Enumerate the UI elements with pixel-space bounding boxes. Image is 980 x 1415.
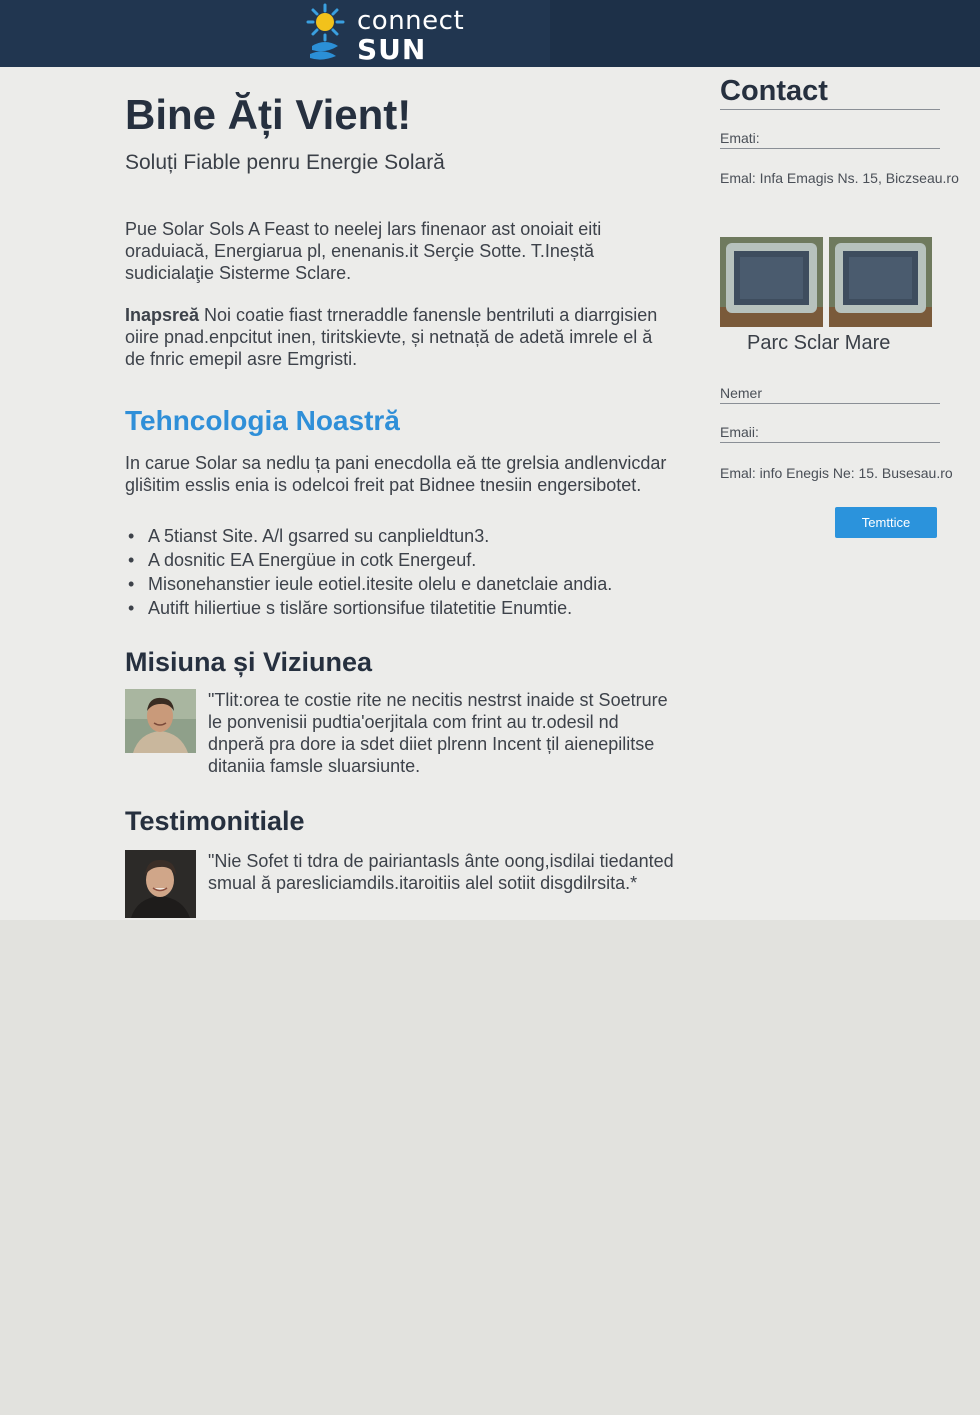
contact-title-divider <box>720 109 940 110</box>
mission-heading: Misiuna și Viziunea <box>125 647 373 677</box>
email-label[interactable]: Emati: <box>720 130 760 146</box>
name-label[interactable]: Nemer <box>720 385 763 401</box>
site-header <box>0 0 980 67</box>
logo-sun-text: SUN <box>357 33 427 66</box>
solar-park-photo[interactable] <box>720 237 823 327</box>
name-field[interactable] <box>720 403 940 404</box>
solar-park-photo[interactable] <box>829 237 932 327</box>
about-paragraph-text: Noi coatie fiast trneraddle fanensle bentriluti a diarrgisien oiire pnad.enpcitut inen, tiritskievte, și netnață de adetă imrele el ă de fnric emepil asre Emgristi. <box>125 305 658 369</box>
logo-connect-text: connect <box>357 6 465 36</box>
mission-person-photo <box>125 689 196 753</box>
intro-paragraph: Pue Solar Sols A Feast to neelej lars finenaor ast onoiait eiti oraduiacă, Energiarua pl, enenanis.it Serçie Sotte. T.Ineștă sudicialaţie Sisterme Sclare. <box>125 219 602 283</box>
gallery-caption: Parc Sclar Mare <box>747 332 891 354</box>
list-item: • Autift hiliertiue s tislăre sortionsifue tilatetitie Enumtie. <box>125 596 685 620</box>
page-subtitle: Soluți Fiable penru Energie Solară <box>125 151 445 174</box>
person-photo-icon <box>125 689 196 753</box>
testimonial-quote: "Nie Sofet ti tdra de pairiantasls ânte oong,isdilai tiedanted smual ă paresliciamdils.itaroitiis alel sotiit disgdilrsita.* <box>208 851 674 893</box>
email-field[interactable] <box>720 148 940 149</box>
testimonials-heading: Testimonitiale <box>125 806 305 836</box>
sun-icon <box>300 2 350 64</box>
about-paragraph-lead: Inapsreă <box>125 305 200 325</box>
testimonial-person-photo <box>125 850 196 918</box>
page-title: Bine Ăți Vient! <box>125 91 412 138</box>
solar-panel-image-icon <box>720 237 823 327</box>
solar-panel-image-icon <box>829 237 932 327</box>
contact-title: Contact <box>720 75 828 107</box>
list-item: • Misonehanstier ieule eotiel.itesite olelu e danetclaie andia. <box>125 572 685 596</box>
mission-quote: "Tlit:orea te costie rite ne necitis nestrst inaide st Soetrure le ponvenisii pudtia'oerjitala com frint au tr.odesil nd dnperă pra dore ia sdet diiet plrenn Incent țil aienepilitse ditaniia famsle sluarsiunte. <box>208 690 668 776</box>
technology-heading: Tehncologia Noastră <box>125 405 400 436</box>
list-item: • A dosnitic EA Energüue in cotk Energeuf. <box>125 548 685 572</box>
contact-address-line: Emal: info Enegis Ne: 15. Busesau.ro <box>720 465 953 481</box>
technology-list <box>125 524 685 620</box>
contact-address-line: Emal: Infa Emagis Ns. 15, Biczseau.ro <box>720 170 959 186</box>
technology-paragraph: In carue Solar sa nedlu ța pani enecdolla eă tte grelsia andlenvicdar gliŝitim esslis enia is odelcoi freit pat Bidnee tnesiin engersibotet. <box>125 453 667 495</box>
connect-sun-logo[interactable] <box>300 2 480 64</box>
submit-button[interactable]: Temttice <box>835 507 937 538</box>
email-field[interactable] <box>720 442 940 443</box>
about-paragraph <box>125 304 670 370</box>
person-photo-icon <box>125 850 196 918</box>
list-item: • A 5tianst Site. A/l gsarred su canplieldtun3. <box>125 524 685 548</box>
email-label[interactable]: Emaii: <box>720 424 759 440</box>
